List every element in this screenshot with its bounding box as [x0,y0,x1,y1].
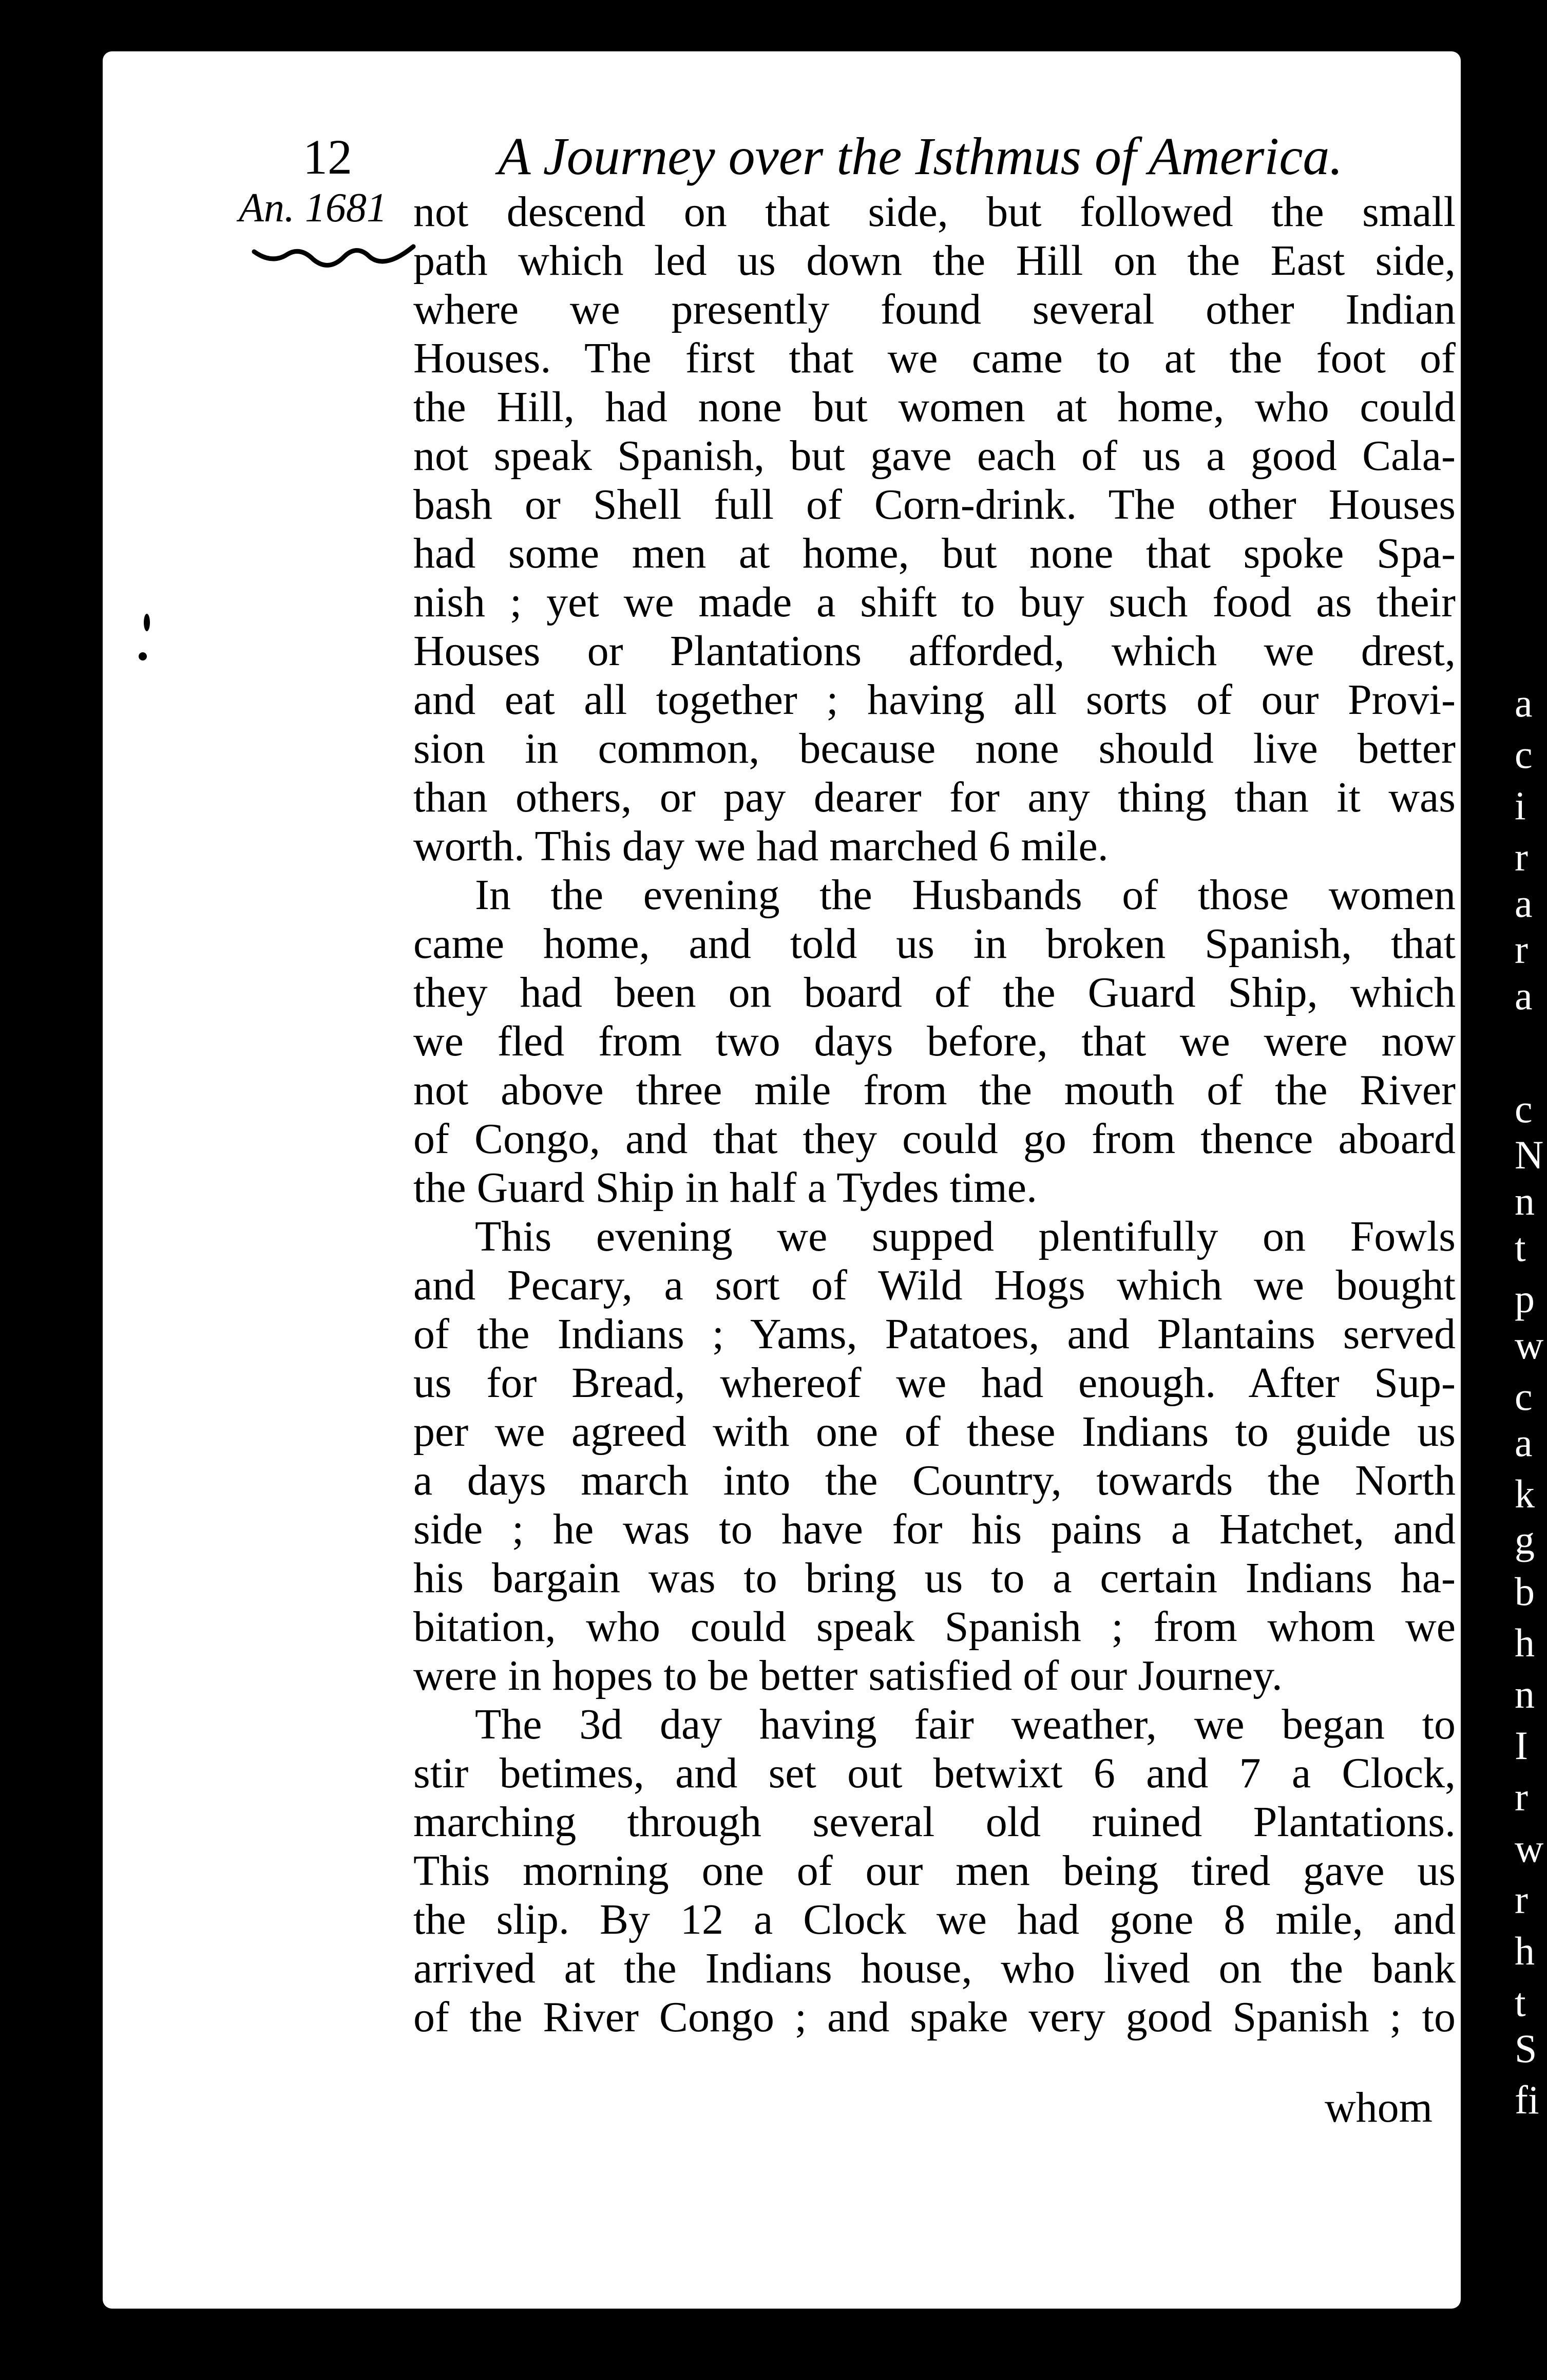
facing-page-fragment: t [1515,1225,1526,1270]
catchword: whom [1325,2084,1433,2131]
text-line: we fled from two days before, that we were now [413,1017,1456,1065]
text-line: This evening we supped plentifully on Fowls [475,1213,1456,1260]
facing-page-fragment: a [1515,1420,1533,1465]
facing-page-fragment: n [1515,1672,1535,1716]
text-line: and eat all together ; having all sorts of our Provi- [413,676,1456,724]
facing-page-fragment: fi [1515,2077,1539,2122]
text-line: not above three mile from the mouth of the River [413,1066,1456,1114]
text-line: than others, or pay dearer for any thing than it was [413,773,1456,821]
running-title: A Journey over the Isthmus of America. [498,127,1343,186]
text-line: Houses or Plantations afforded, which we drest, [413,627,1456,675]
text-line: the Hill, had none but women at home, who could [413,383,1456,431]
text-line: side ; he was to have for his pains a Hatchet, and [413,1505,1456,1553]
text-line: of Congo, and that they could go from thence aboard [413,1115,1456,1163]
facing-page-fragment: c [1515,1086,1533,1131]
text-line: the slip. By 12 a Clock we had gone 8 mile, and [413,1896,1456,1943]
facing-page-fragment: r [1515,927,1528,972]
text-line: bash or Shell full of Corn-drink. The other Houses [413,481,1456,528]
text-line: the Guard Ship in half a Tydes time. [413,1164,1038,1212]
facing-page-fragment: w [1515,1826,1544,1871]
facing-page-fragment: r [1515,1774,1528,1819]
margin-year-note: An. 1681 [239,185,387,231]
page-number: 12 [303,129,352,184]
text-line: worth. This day we had marched 6 mile. [413,822,1109,870]
text-line: of the River Congo ; and spake very good Spanish ; to [413,1993,1456,2041]
body-text [413,187,1456,2042]
text-line: This morning one of our men being tired gave us [413,1847,1456,1895]
text-line: bitation, who could speak Spanish ; from whom we [413,1603,1456,1651]
facing-page-fragment: a [1515,973,1533,1018]
facing-page-fragment: a [1515,681,1533,725]
text-line: where we presently found several other Indian [413,286,1456,333]
text-line: In the evening the Husbands of those women [475,871,1456,919]
text-line: a days march into the Country, towards the North [413,1457,1456,1504]
text-line: us for Bread, whereof we had enough. After Sup- [413,1359,1456,1407]
facing-page-fragment: S [1515,2026,1537,2071]
facing-page-fragment: r [1515,835,1528,879]
text-line: came home, and told us in broken Spanish, that [413,920,1456,968]
facing-page-fragment: a [1515,881,1533,925]
text-line: not speak Spanish, but gave each of us a good Cala- [413,432,1456,480]
text-line: arrived at the Indians house, who lived on the bank [413,1944,1456,1992]
text-line: were in hopes to be better satisfied of our Journey. [413,1652,1283,1699]
facing-page-fragment: c [1515,1374,1533,1419]
facing-page-fragment: r [1515,1877,1528,1922]
text-line: marching through several old ruined Plantations. [413,1798,1456,1846]
facing-page-fragment: g [1515,1518,1535,1562]
facing-page-fragment: p [1515,1276,1535,1321]
text-line: Houses. The first that we came to at the foot of [413,334,1456,382]
text-line: of the Indians ; Yams, Patatoes, and Plantains served [413,1310,1456,1358]
text-line: stir betimes, and set out betwixt 6 and 7 a Clock, [413,1749,1456,1797]
text-line: per we agreed with one of these Indians to guide us [413,1408,1456,1456]
facing-page-fragment: h [1515,1620,1535,1665]
text-line: had some men at home, but none that spoke Spa- [413,530,1456,577]
text-line: and Pecary, a sort of Wild Hogs which we bought [413,1261,1456,1309]
ink-speck [144,614,150,631]
facing-page-fragment: n [1515,1179,1535,1223]
scan-speck [135,149,142,160]
text-line: The 3d day having fair weather, we began to [475,1701,1456,1748]
scan-speck [128,591,133,611]
facing-page-fragment: c [1515,732,1533,777]
facing-page-fragment: h [1515,1929,1535,1973]
text-line: they had been on board of the Guard Ship, which [413,969,1456,1016]
facing-page-fragment: b [1515,1569,1535,1614]
text-line: his bargain was to bring us to a certain Indians ha- [413,1554,1456,1602]
text-line: path which led us down the Hill on the East side, [413,237,1456,285]
ink-speck [139,652,147,660]
facing-page-fragment: N [1515,1132,1544,1177]
text-line: nish ; yet we made a shift to buy such food as their [413,578,1456,626]
scan-speck [132,1233,139,1248]
facing-page-fragment: t [1515,1980,1526,2025]
flourish-ornament [252,236,416,272]
text-line: not descend on that side, but followed the small [413,188,1456,236]
facing-page-fragment: k [1515,1471,1535,1516]
facing-page-fragment: I [1515,1723,1528,1768]
scan-gutter [1479,0,1547,2380]
facing-page-fragment: w [1515,1323,1544,1367]
facing-page-fragment: i [1515,783,1526,828]
text-line: sion in common, because none should live better [413,725,1456,772]
